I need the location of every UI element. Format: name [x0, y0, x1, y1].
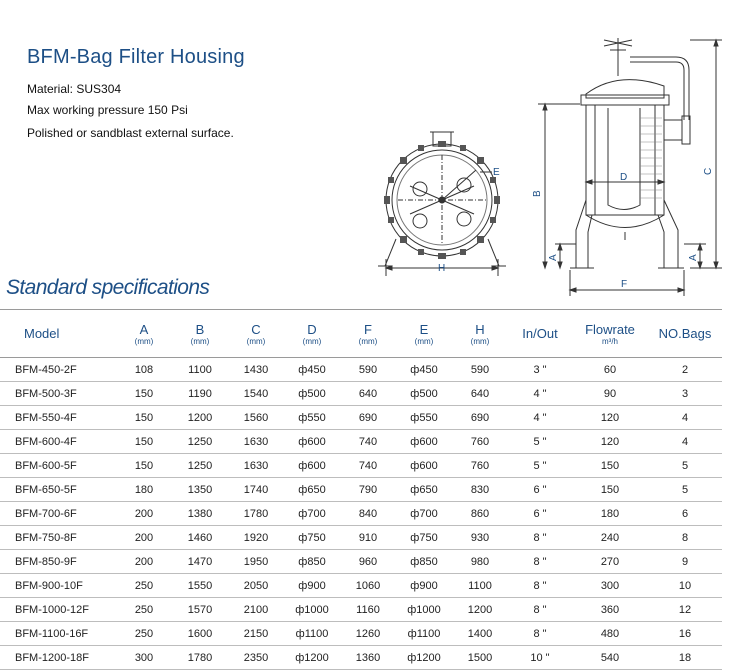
table-row	[0, 406, 722, 430]
spec-table	[0, 309, 722, 670]
cell-a: 250	[134, 627, 154, 640]
cell-inout: 6 "	[533, 483, 547, 496]
cell-d: ф850	[298, 555, 326, 568]
cell-nobags: 8	[681, 531, 689, 544]
surface-text: Polished or sandblast external surface.	[27, 126, 234, 140]
cell-f: 840	[358, 507, 378, 520]
cell-model: BFM-1200-18F	[15, 651, 89, 664]
cell-b: 1550	[187, 579, 213, 592]
cell-h: 1200	[467, 603, 493, 616]
cell-b: 1570	[187, 603, 213, 616]
cell-c: 1630	[243, 459, 269, 472]
cell-c: 1950	[243, 555, 269, 568]
cell-model: BFM-600-5F	[15, 459, 77, 472]
cell-flowrate: 150	[600, 483, 620, 496]
dim-c-label: C	[703, 167, 714, 175]
header-h: H (mm)	[470, 321, 490, 346]
cell-f: 590	[358, 363, 378, 376]
cell-b: 1470	[187, 555, 213, 568]
cell-b: 1780	[187, 651, 213, 664]
table-header-row	[0, 310, 722, 358]
cell-f: 960	[358, 555, 378, 568]
cell-flowrate: 360	[600, 603, 620, 616]
cell-c: 2100	[243, 603, 269, 616]
cell-c: 1740	[243, 483, 269, 496]
cell-nobags: 18	[678, 651, 692, 664]
dim-a-left-label: A	[548, 254, 559, 261]
cell-inout: 8 "	[533, 579, 547, 592]
cell-model: BFM-500-3F	[15, 387, 77, 400]
header-f: F (mm)	[358, 321, 378, 346]
cell-e: ф850	[410, 555, 438, 568]
cell-e: ф650	[410, 483, 438, 496]
cell-model: BFM-600-4F	[15, 435, 77, 448]
cell-nobags: 9	[681, 555, 689, 568]
header-flowrate: Flowrate m³/h	[585, 321, 635, 346]
table-row	[0, 478, 722, 502]
cell-d: ф650	[298, 483, 326, 496]
cell-model: BFM-850-9F	[15, 555, 77, 568]
cell-h: 760	[470, 459, 490, 472]
cell-inout: 6 "	[533, 507, 547, 520]
technical-drawing	[0, 0, 750, 300]
table-row	[0, 574, 722, 598]
cell-a: 300	[134, 651, 154, 664]
table-row	[0, 526, 722, 550]
cell-c: 1560	[243, 411, 269, 424]
cell-d: ф600	[298, 435, 326, 448]
table-row	[0, 646, 722, 670]
cell-model: BFM-700-6F	[15, 507, 77, 520]
cell-h: 690	[470, 411, 490, 424]
cell-a: 180	[134, 483, 154, 496]
cell-c: 1540	[243, 387, 269, 400]
cell-a: 250	[134, 579, 154, 592]
cell-e: ф1100	[407, 627, 441, 640]
cell-h: 1100	[468, 579, 492, 592]
cell-flowrate: 120	[600, 411, 620, 424]
cell-c: 2150	[243, 627, 269, 640]
cell-c: 1920	[243, 531, 269, 544]
cell-h: 980	[470, 555, 490, 568]
cell-nobags: 2	[681, 363, 689, 376]
table-row	[0, 550, 722, 574]
cell-model: BFM-650-5F	[15, 483, 77, 496]
cell-f: 640	[358, 387, 378, 400]
header-b: B (mm)	[190, 321, 210, 346]
header-d: D (mm)	[302, 321, 322, 346]
cell-d: ф500	[298, 387, 326, 400]
cell-f: 1260	[355, 627, 381, 640]
cell-f: 1160	[356, 603, 380, 616]
cell-a: 150	[134, 411, 154, 424]
cell-flowrate: 270	[600, 555, 620, 568]
table-row	[0, 502, 722, 526]
cell-a: 150	[134, 435, 154, 448]
cell-model: BFM-900-10F	[15, 579, 83, 592]
cell-c: 2050	[243, 579, 269, 592]
cell-nobags: 10	[678, 579, 692, 592]
header-e: E (mm)	[414, 321, 434, 346]
cell-e: ф500	[410, 387, 438, 400]
cell-d: ф450	[298, 363, 326, 376]
cell-a: 200	[134, 555, 154, 568]
cell-flowrate: 90	[603, 387, 617, 400]
cell-b: 1250	[187, 435, 213, 448]
cell-b: 1600	[187, 627, 213, 640]
cell-e: ф700	[410, 507, 438, 520]
cell-f: 1060	[355, 579, 381, 592]
cell-a: 250	[134, 603, 154, 616]
table-row	[0, 382, 722, 406]
product-title: BFM-Bag Filter Housing	[27, 46, 245, 68]
cell-nobags: 5	[681, 459, 689, 472]
cell-nobags: 16	[678, 627, 692, 640]
cell-e: ф600	[410, 459, 438, 472]
cell-d: ф550	[298, 411, 326, 424]
dim-d-label: D	[620, 172, 628, 183]
cell-nobags: 3	[681, 387, 689, 400]
cell-inout: 5 "	[533, 435, 547, 448]
cell-e: ф450	[410, 363, 438, 376]
table-row	[0, 622, 722, 646]
cell-inout: 10 "	[530, 651, 550, 664]
dim-a-right-label: A	[688, 254, 699, 261]
cell-flowrate: 150	[600, 459, 620, 472]
section-title: Standard specifications	[6, 276, 210, 299]
cell-b: 1200	[187, 411, 213, 424]
cell-b: 1190	[188, 387, 212, 400]
cell-a: 150	[134, 387, 154, 400]
cell-d: ф1100	[295, 627, 329, 640]
cell-f: 690	[358, 411, 378, 424]
cell-model: BFM-1000-12F	[15, 603, 89, 616]
cell-a: 108	[134, 363, 154, 376]
cell-a: 200	[134, 507, 154, 520]
cell-model: BFM-750-8F	[15, 531, 77, 544]
cell-c: 2350	[243, 651, 269, 664]
dim-h-label: H	[438, 263, 446, 274]
cell-nobags: 6	[681, 507, 689, 520]
table-row	[0, 598, 722, 622]
cell-inout: 5 "	[533, 459, 547, 472]
cell-inout: 8 "	[533, 531, 547, 544]
cell-h: 590	[470, 363, 490, 376]
cell-h: 1400	[467, 627, 493, 640]
dim-b-label: B	[532, 190, 543, 197]
cell-c: 1630	[243, 435, 269, 448]
cell-f: 910	[358, 531, 378, 544]
cell-h: 860	[470, 507, 490, 520]
cell-c: 1780	[243, 507, 269, 520]
cell-inout: 8 "	[533, 603, 547, 616]
pressure-text: Max working pressure 150 Psi	[27, 103, 188, 117]
cell-d: ф900	[298, 579, 326, 592]
cell-e: ф750	[410, 531, 438, 544]
cell-h: 930	[470, 531, 490, 544]
cell-a: 200	[134, 531, 154, 544]
cell-a: 150	[134, 459, 154, 472]
dim-f-label: F	[621, 279, 628, 290]
cell-b: 1250	[187, 459, 213, 472]
cell-f: 740	[358, 435, 378, 448]
cell-inout: 4 "	[533, 387, 547, 400]
cell-d: ф700	[298, 507, 326, 520]
cell-b: 1100	[188, 363, 212, 376]
cell-f: 740	[358, 459, 378, 472]
dim-e-label: E	[493, 167, 500, 178]
cell-e: ф1200	[407, 651, 441, 664]
header-model: Model	[24, 326, 60, 341]
material-text: Material: SUS304	[27, 82, 122, 96]
cell-h: 640	[470, 387, 490, 400]
cell-model: BFM-550-4F	[15, 411, 77, 424]
table-row	[0, 454, 722, 478]
cell-d: ф750	[298, 531, 326, 544]
cell-b: 1460	[187, 531, 213, 544]
cell-flowrate: 180	[600, 507, 620, 520]
cell-e: ф600	[410, 435, 438, 448]
header-c: C (mm)	[246, 321, 266, 346]
cell-model: BFM-450-2F	[15, 363, 77, 376]
cell-b: 1350	[187, 483, 213, 496]
cell-e: ф1000	[407, 603, 441, 616]
cell-nobags: 4	[681, 435, 689, 448]
cell-c: 1430	[243, 363, 269, 376]
cell-e: ф900	[410, 579, 438, 592]
cell-inout: 8 "	[533, 627, 547, 640]
cell-nobags: 5	[681, 483, 689, 496]
cell-nobags: 12	[678, 603, 692, 616]
cell-f: 790	[358, 483, 378, 496]
cell-f: 1360	[355, 651, 381, 664]
cell-d: ф1000	[295, 603, 329, 616]
cell-h: 760	[470, 435, 490, 448]
cell-flowrate: 300	[600, 579, 620, 592]
cell-h: 830	[470, 483, 490, 496]
top-view-drawing	[378, 132, 506, 276]
cell-flowrate: 60	[603, 363, 617, 376]
header-a: A (mm)	[134, 321, 154, 346]
cell-inout: 8 "	[533, 555, 547, 568]
table-row	[0, 358, 722, 382]
cell-flowrate: 120	[600, 435, 620, 448]
cell-inout: 3 "	[533, 363, 547, 376]
table-row	[0, 430, 722, 454]
cell-model: BFM-1100-16F	[15, 627, 89, 640]
cell-b: 1380	[187, 507, 213, 520]
header-inout: In/Out	[522, 326, 558, 341]
cell-flowrate: 540	[600, 651, 620, 664]
cell-d: ф1200	[295, 651, 329, 664]
cell-h: 1500	[467, 651, 493, 664]
cell-e: ф550	[410, 411, 438, 424]
cell-inout: 4 "	[533, 411, 547, 424]
cell-flowrate: 480	[600, 627, 620, 640]
cell-d: ф600	[298, 459, 326, 472]
cell-flowrate: 240	[600, 531, 620, 544]
header-nobags: NO.Bags	[658, 326, 712, 341]
cell-nobags: 4	[681, 411, 689, 424]
